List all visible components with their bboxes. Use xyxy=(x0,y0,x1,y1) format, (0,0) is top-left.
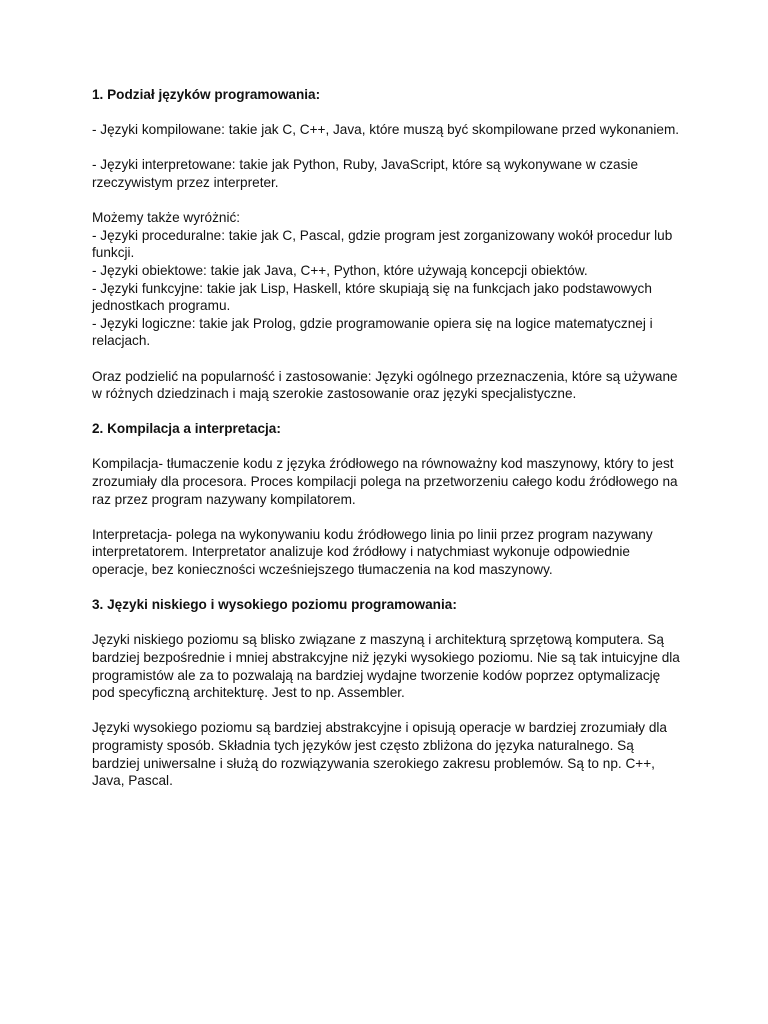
spacer xyxy=(92,579,682,597)
spacer xyxy=(92,438,682,456)
section-1-heading: 1. Podział języków programowania: xyxy=(92,87,321,102)
high-level-paragraph: Języki wysokiego poziomu są bardziej abstrakcyjne i opisują operacje w bardziej zrozumiały dla programisty sposób. Składnia tych języków jest często zbliżona do języka naturalnego. Są bardziej uniwersalne i służą do rozwiązywania szerokiego zakresu problemów. Są to np. C++, Java, Pascal. xyxy=(92,720,667,789)
logical-languages-item: - Języki logiczne: takie jak Prolog, gdzie programowanie opiera się na logice matematycznej i relacjach. xyxy=(92,315,653,349)
spacer xyxy=(92,350,682,368)
functional-languages-item: - Języki funkcyjne: takie jak Lisp, Haskell, które skupiają się na funkcjach jako podstawowych jednostkach programu. xyxy=(92,280,652,314)
spacer xyxy=(92,614,682,632)
section-2-heading: 2. Kompilacja a interpretacja: xyxy=(92,421,281,437)
spacer xyxy=(92,403,682,421)
interpretation-paragraph: Interpretacja- polega na wykonywaniu kodu źródłowego linia po linii przez program nazywany interpretatorem. Interpretator analizuje kod źródłowy i natychmiast wykonuje odpowiednie operacje, bez konieczności wcześniejszego tłumaczenia na kod maszynowy. xyxy=(92,526,653,578)
compiled-languages-item: - Języki kompilowane: takie jak C, C++, Java, które muszą być skompilowane przed wykonaniem. xyxy=(92,122,680,138)
section-3-heading: 3. Języki niskiego i wysokiego poziomu programowania: xyxy=(92,597,457,613)
low-level-paragraph: Języki niskiego poziomu są blisko związane z maszyną i architekturą sprzętową komputera. Są bardziej bezpośrednie i mniej abstrakcyjne niż języki wysokiego poziomu. Nie są tak intuicyjne dla programistów ale za to pozwalają na bardziej wydajne tworzenie kodów poprzez optymalizację pod specyficzną architekturę. Jest to np. Assembler. xyxy=(92,632,680,701)
also-distinguish-intro: Możemy także wyróżnić: xyxy=(92,210,241,226)
spacer xyxy=(92,139,682,157)
document-page xyxy=(92,86,682,790)
popularity-paragraph: Oraz podzielić na popularność i zastosowanie: Języki ogólnego przeznaczenia, które są używane w różnych dziedzinach i mają szerokie zastosowanie oraz języki specjalistyczne. xyxy=(92,368,678,402)
compilation-paragraph: Kompilacja- tłumaczenie kodu z języka źródłowego na równoważny kod maszynowy, który to jest zrozumiały dla procesora. Proces kompilacji polega na przetworzeniu całego kodu źródłowego na raz przez program nazywany kompilatorem. xyxy=(92,456,678,507)
spacer xyxy=(92,104,682,122)
object-languages-item: - Języki obiektowe: takie jak Java, C++, Python, które używają koncepcji obiektów. xyxy=(92,262,588,278)
interpreted-languages-item: - Języki interpretowane: takie jak Python, Ruby, JavaScript, które są wykonywane w czasie rzeczywistym przez interpreter. xyxy=(92,157,638,190)
spacer xyxy=(92,192,682,210)
spacer xyxy=(92,508,682,526)
procedural-languages-item: - Języki proceduralne: takie jak C, Pascal, gdzie program jest zorganizowany wokół procedur lub funkcji. xyxy=(92,227,673,261)
spacer xyxy=(92,702,682,720)
